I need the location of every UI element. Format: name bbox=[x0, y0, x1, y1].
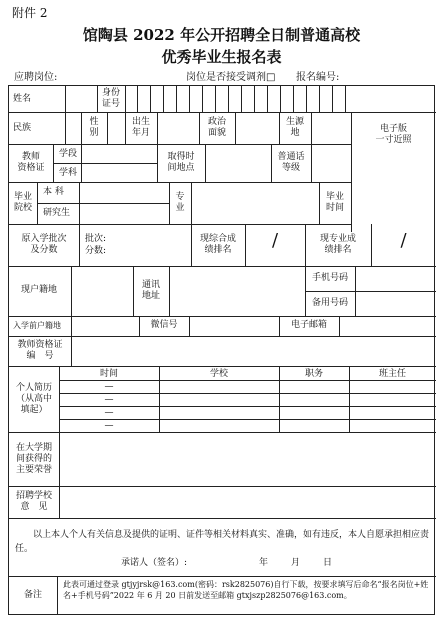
pledge-signer-label: 承诺人（签名）: bbox=[121, 558, 188, 568]
batch-label: 批次: bbox=[85, 234, 107, 244]
position-input[interactable] bbox=[62, 73, 170, 83]
resume-col-teacher: 班主任 bbox=[378, 369, 406, 379]
resume-row-dash: — bbox=[104, 395, 114, 405]
photo-placeholder[interactable]: 电子版 一寸近照 bbox=[375, 124, 412, 145]
pledge-day-label: 日 bbox=[323, 558, 333, 568]
birth-label: 出生 年月 bbox=[131, 117, 150, 138]
form-title-line2: 优秀毕业生报名表 bbox=[161, 48, 282, 66]
resume-col-school: 学校 bbox=[209, 369, 228, 379]
subject-label: 学科 bbox=[59, 168, 78, 178]
major-label: 专 业 bbox=[175, 192, 185, 213]
name-field[interactable] bbox=[66, 87, 96, 111]
school-opinion-label: 招聘学校 意 见 bbox=[15, 491, 52, 512]
ethnicity-label: 民族 bbox=[13, 123, 32, 133]
position-label: 应聘岗位: bbox=[14, 72, 58, 83]
id-number-label: 身份 证号 bbox=[101, 88, 120, 109]
obtain-time-place-label: 取得时 间地点 bbox=[167, 152, 195, 173]
admission-batch-label: 原入学批次 及分数 bbox=[21, 234, 67, 255]
graduate-label: 研究生 bbox=[43, 208, 71, 218]
resume-col-post: 职务 bbox=[304, 369, 323, 379]
current-score-rank-label: 现综合成 绩排名 bbox=[199, 234, 236, 255]
gender-label: 性 别 bbox=[89, 117, 99, 138]
wechat-label: 微信号 bbox=[150, 320, 178, 330]
score-label: 分数: bbox=[85, 246, 107, 256]
pre-enroll-hukou-label: 入学前户籍地 bbox=[13, 321, 61, 330]
resume-col-time: 时间 bbox=[99, 369, 118, 379]
grad-school-label: 毕业 院校 bbox=[13, 192, 32, 213]
current-rank-slash: / bbox=[271, 230, 279, 251]
mandarin-level-label: 普通话 等级 bbox=[277, 152, 305, 173]
mail-address-label: 通讯 地址 bbox=[141, 280, 160, 301]
form-title-line1: 馆陶县 2022 年公开招聘全日制普通高校 bbox=[82, 26, 361, 44]
section-label: 学段 bbox=[59, 149, 78, 159]
bachelor-label: 本 科 bbox=[43, 187, 64, 197]
resume-row-dash: — bbox=[104, 421, 114, 431]
registration-form-table bbox=[8, 85, 435, 615]
major-rank-slash: / bbox=[400, 230, 407, 251]
remarks-text: 此表可通过登录 gtjyjrsk@163.com(密码：rsk2825076)自行下载，按要求填写后命名“报名岗位+姓名+手机号码”2022 年 6 月 20 日前发送至邮箱 gtxjszp2825076@163.com。 bbox=[63, 580, 429, 600]
reg-no-label: 报名编号: bbox=[296, 72, 340, 83]
origin-label: 生源 地 bbox=[285, 117, 304, 138]
remarks-label: 备注 bbox=[23, 590, 42, 600]
honors-label: 在大学期 间获得的 主要荣誉 bbox=[15, 443, 52, 475]
teacher-cert-no-label: 教师资格证 编 号 bbox=[17, 340, 63, 361]
accept-adjust-label[interactable]: 岗位是否接受调剂□ bbox=[186, 72, 276, 83]
current-hukou-label: 现户籍地 bbox=[21, 285, 58, 295]
backup-phone-label: 备用号码 bbox=[311, 298, 348, 308]
resume-label: 个人简历 （从高中 填起） bbox=[15, 383, 52, 415]
pledge-text: 以上本人个人有关信息及提供的证明、证件等相关材料真实、准确，如有违反，本人自愿承担相应责任。 bbox=[15, 530, 430, 554]
pledge-month-label: 月 bbox=[291, 558, 301, 568]
name-label: 姓名 bbox=[13, 94, 32, 104]
attachment-label: 附件 2 bbox=[12, 6, 48, 20]
major-score-rank-label: 现专业成 绩排名 bbox=[319, 234, 356, 255]
grad-time-label: 毕业 时间 bbox=[325, 192, 344, 213]
resume-row-dash: — bbox=[104, 382, 114, 392]
pledge-year-label: 年 bbox=[259, 558, 269, 568]
resume-row-dash: — bbox=[104, 408, 114, 418]
mobile-label: 手机号码 bbox=[311, 273, 348, 283]
politics-label: 政治 面貌 bbox=[207, 117, 226, 138]
email-label: 电子邮箱 bbox=[290, 320, 327, 330]
teacher-cert-label: 教师 资格证 bbox=[17, 152, 45, 173]
